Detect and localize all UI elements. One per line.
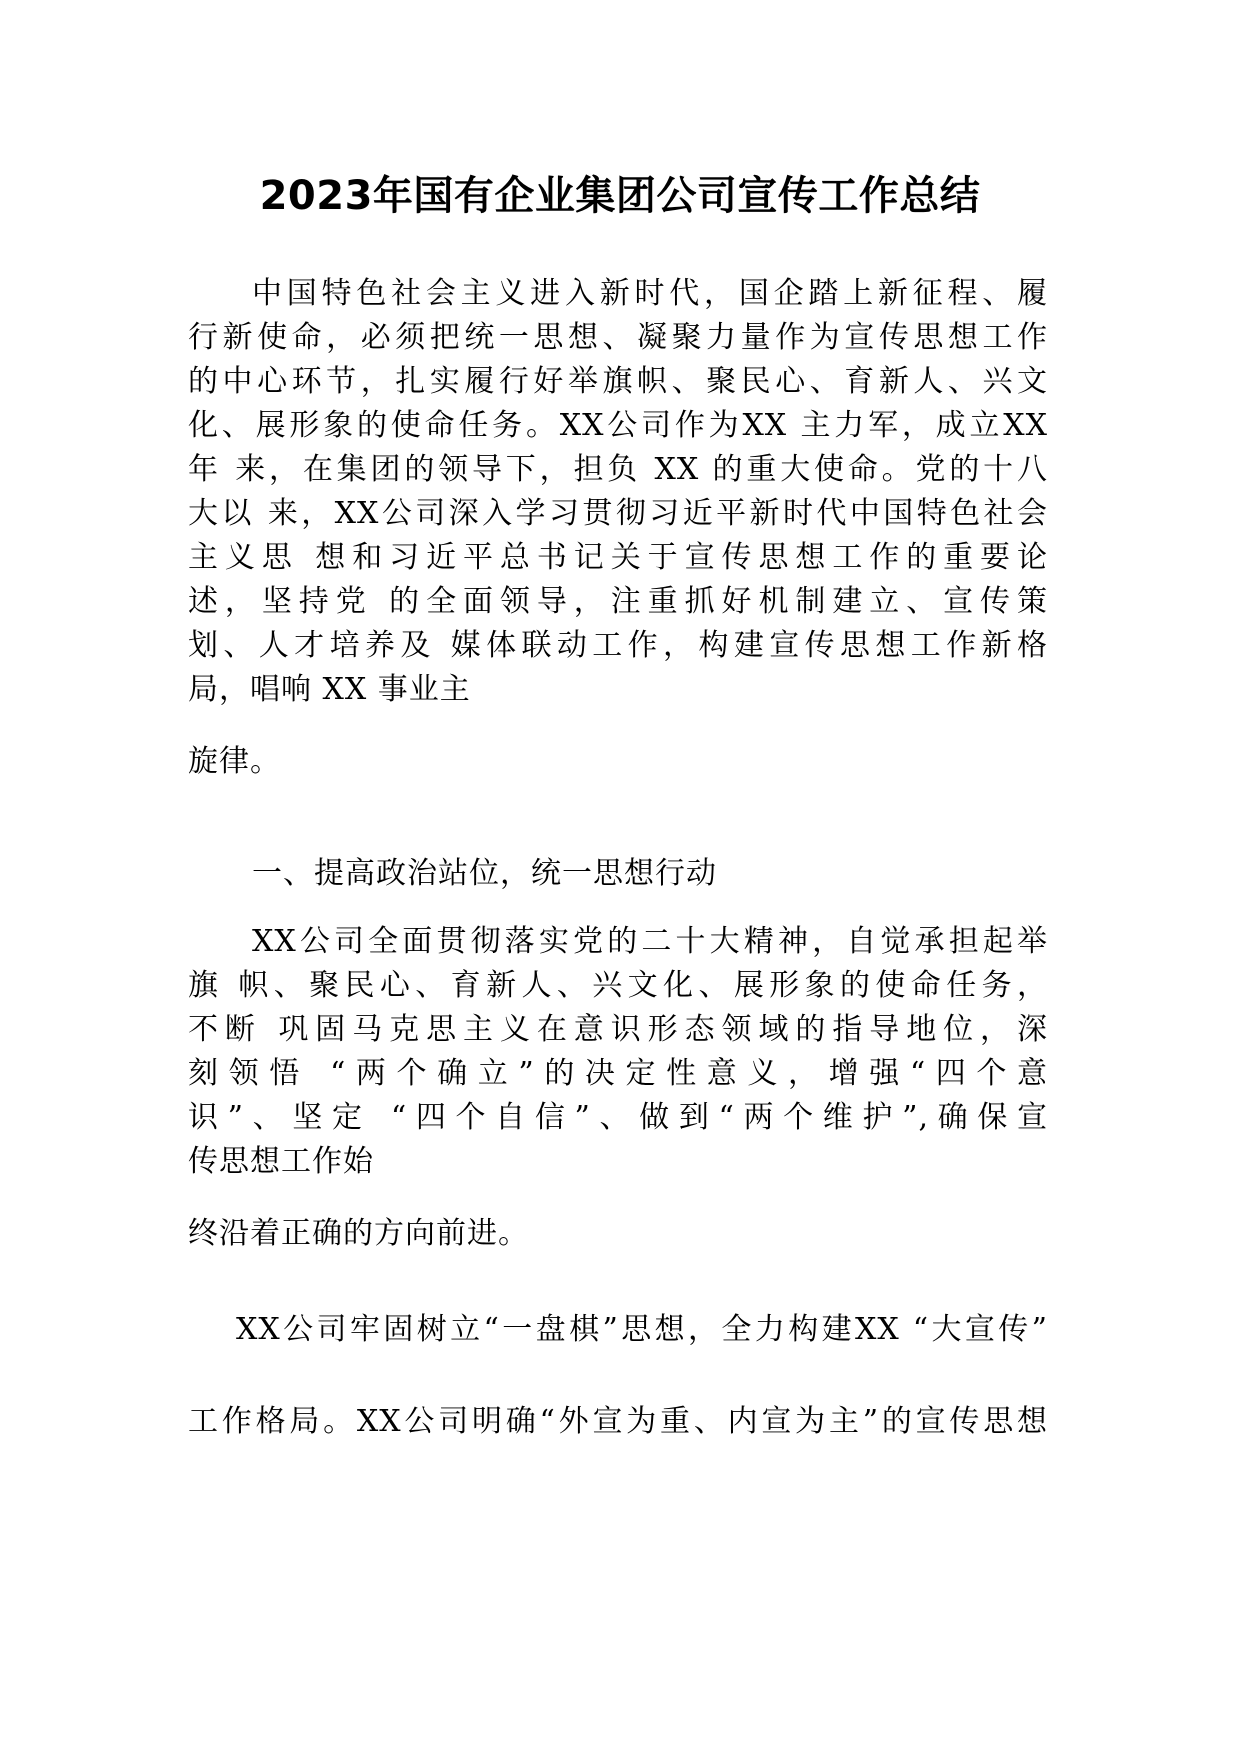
- paragraph-line: 不断 巩固马克思主义在意识形态领域的指导地位，深: [188, 1012, 1048, 1047]
- document-title: 2023年国有企业集团公司宣传工作总结: [259, 173, 981, 219]
- paragraph-line: 化、展形象的使命任务。XX公司作为XX 主力军，成立XX: [188, 408, 1048, 443]
- paragraph-line: 大以 来，XX公司深入学习贯彻习近平新时代中国特色社会: [188, 496, 1048, 531]
- paragraph-line: 传思想工作始: [188, 1144, 374, 1179]
- paragraph-line: 识”、坚定 “四个自信”、做到“两个维护”,确保宣: [188, 1100, 1048, 1135]
- paragraph-line: 述，坚持党 的全面领导，注重抓好机制建立、宣传策: [188, 584, 1048, 619]
- paragraph-line: 工作格局。XX公司明确“外宣为重、内宣为主”的宣传思想: [188, 1404, 1048, 1439]
- paragraph-line: XX公司牢固树立“一盘棋”思想，全力构建XX “大宣传”: [236, 1312, 1048, 1347]
- paragraph-line: 终沿着正确的方向前进。: [188, 1216, 529, 1251]
- paragraph-line: XX公司全面贯彻落实党的二十大精神，自觉承担起举: [252, 924, 1048, 959]
- paragraph-line: 年 来，在集团的领导下，担负 XX 的重大使命。党的十八: [188, 452, 1048, 487]
- paragraph-line: 刻领悟 “两个确立”的决定性意义，增强“四个意: [188, 1056, 1048, 1091]
- paragraph-line: 旋律。: [188, 744, 281, 779]
- paragraph-line: 划、人才培养及 媒体联动工作，构建宣传思想工作新格: [188, 628, 1048, 663]
- paragraph-line: 行新使命，必须把统一思想、凝聚力量作为宣传思想工作: [188, 320, 1048, 355]
- paragraph-line: 局，唱响 XX 事业主: [188, 672, 471, 707]
- paragraph-line: 中国特色社会主义进入新时代，国企踏上新征程、履: [252, 276, 1048, 311]
- paragraph-line: 主义思 想和习近平总书记关于宣传思想工作的重要论: [188, 540, 1048, 575]
- paragraph-line: 的中心环节，扎实履行好举旗帜、聚民心、育新人、兴文: [188, 364, 1048, 399]
- paragraph-line: 旗 帜、聚民心、育新人、兴文化、展形象的使命任务，: [188, 968, 1048, 1003]
- section-heading: 一、提高政治站位，统一思想行动: [252, 856, 717, 891]
